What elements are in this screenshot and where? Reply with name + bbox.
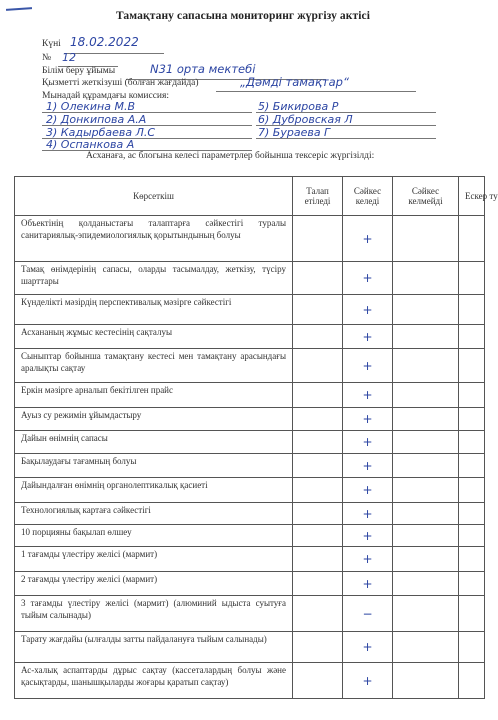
table-row xyxy=(15,547,485,572)
note-cell xyxy=(459,663,485,699)
note-cell xyxy=(459,408,485,431)
provider-label: Қызметті жеткізуші (болған жағдайда) xyxy=(42,78,199,88)
noncompliant-cell xyxy=(393,325,459,349)
number-value: 12 xyxy=(62,51,76,64)
required-cell xyxy=(293,632,343,663)
inspection-table xyxy=(14,176,498,699)
document-title: Тамақтану сапасына мониторинг жүргізу актісі xyxy=(115,10,371,22)
table-row xyxy=(15,454,485,478)
intro-text: Асханаға, ас блогына келесі параметрлер бойынша тексеріс жүргізілді: xyxy=(86,151,375,161)
check-mark: + xyxy=(362,673,373,688)
date-label: Күні xyxy=(42,39,61,49)
note-cell xyxy=(459,325,485,349)
compliant-cell xyxy=(343,632,393,663)
check-mark: + xyxy=(362,358,373,373)
required-cell xyxy=(293,503,343,525)
noncompliant-cell xyxy=(393,262,459,295)
table-row xyxy=(15,295,485,325)
criterion-cell: 3 тағамды үлестіру желісі (мармит) (алюминий ыдыста суытуға тыйым салынады) xyxy=(15,596,293,632)
check-mark: + xyxy=(362,640,373,654)
criterion-cell: 10 порцияны бақылап өлшеу xyxy=(15,525,293,547)
criterion-cell: Ас-халық аспаптарды дұрыс сақтау (кассеталардың болуы және қасықтарды, шанышқыларды жоғары қаратып сақтау) xyxy=(15,663,293,699)
school-value: N31 орта мектебі xyxy=(150,62,256,76)
required-cell xyxy=(293,525,343,547)
table-row xyxy=(15,408,485,431)
noncompliant-cell xyxy=(393,478,459,503)
note-cell xyxy=(459,383,485,408)
compliant-cell xyxy=(343,572,393,596)
check-mark: + xyxy=(362,329,373,344)
check-mark: + xyxy=(362,435,373,449)
criterion-cell: Тамақ өнімдерінің сапасы, оларды тасымалдау, жеткізу, түсіру шарттары xyxy=(15,262,293,295)
note-cell xyxy=(459,478,485,503)
header-note: Ескер ту xyxy=(459,177,485,216)
compliant-cell xyxy=(343,216,393,262)
provider-value: „Дәмді тамақтар“ xyxy=(240,75,349,89)
noncompliant-cell xyxy=(393,596,459,632)
commission-member-7: 7) Бураева Г xyxy=(258,126,331,139)
noncompliant-cell xyxy=(393,383,459,408)
header-compliant: Сәйкес келеді xyxy=(343,177,393,216)
noncompliant-cell xyxy=(393,572,459,596)
note-cell xyxy=(459,503,485,525)
check-mark: + xyxy=(362,506,373,521)
required-cell xyxy=(293,478,343,503)
compliant-cell xyxy=(343,547,393,572)
required-cell xyxy=(293,408,343,431)
noncompliant-cell xyxy=(393,408,459,431)
criterion-cell: Ауыз су режимін ұйымдастыру xyxy=(15,408,293,431)
required-cell xyxy=(293,325,343,349)
header-required: Талап етіледі xyxy=(293,177,343,216)
table-header-row xyxy=(15,177,485,216)
check-mark: + xyxy=(362,412,373,426)
table-row xyxy=(15,216,485,262)
note-cell xyxy=(459,431,485,454)
compliant-cell xyxy=(343,478,393,503)
compliant-cell xyxy=(343,454,393,478)
required-cell xyxy=(293,547,343,572)
noncompliant-cell xyxy=(393,295,459,325)
required-cell xyxy=(293,431,343,454)
commission-label: Мынадай құрамдағы комиссия: xyxy=(42,91,170,101)
required-cell xyxy=(293,295,343,325)
table-row xyxy=(15,525,485,547)
check-mark: + xyxy=(362,231,373,246)
header-criterion: Көрсеткіш xyxy=(15,177,293,216)
note-cell xyxy=(459,547,485,572)
criterion-cell: Технологиялық картаға сәйкестігі xyxy=(15,503,293,525)
note-cell xyxy=(459,216,485,262)
noncompliant-cell xyxy=(393,525,459,547)
compliant-cell xyxy=(343,596,393,632)
table-row xyxy=(15,431,485,454)
criterion-cell: 2 тағамды үлестіру желісі (мармит) xyxy=(15,572,293,596)
check-mark: + xyxy=(362,458,373,473)
criterion-cell: Объектінің қолданыстағы талаптарға сәйкестігі туралы санитариялық-эпидемиологиялық қорытындының болуы xyxy=(15,216,293,262)
check-mark: + xyxy=(362,271,373,285)
compliant-cell xyxy=(343,663,393,699)
note-cell xyxy=(459,572,485,596)
table-row xyxy=(15,503,485,525)
noncompliant-cell xyxy=(393,663,459,699)
commission-member-5: 5) Бикирова Р xyxy=(258,100,339,113)
check-mark: − xyxy=(362,606,373,621)
compliant-cell xyxy=(343,503,393,525)
date-value: 18.02.2022 xyxy=(70,35,139,49)
compliant-cell xyxy=(343,408,393,431)
noncompliant-cell xyxy=(393,547,459,572)
required-cell xyxy=(293,454,343,478)
provider-underline xyxy=(216,91,416,92)
required-cell xyxy=(293,663,343,699)
check-mark: + xyxy=(362,302,373,317)
criterion-cell: Сыныптар бойынша тамақтану кестесі мен тамақтану арасындағы аралықты сақтау xyxy=(15,349,293,383)
noncompliant-cell xyxy=(393,216,459,262)
criterion-cell: Күнделікті мәзірдің перспективалық мәзірге сәйкестігі xyxy=(15,295,293,325)
table-row xyxy=(15,663,485,699)
criterion-cell: Еркін мәзірге арналып бекітілген прайс xyxy=(15,383,293,408)
note-cell xyxy=(459,349,485,383)
required-cell xyxy=(293,216,343,262)
compliant-cell xyxy=(343,295,393,325)
table-row xyxy=(15,325,485,349)
note-cell xyxy=(459,454,485,478)
commission-member-2: 2) Донкипова А.А xyxy=(46,113,147,126)
number-label: № xyxy=(42,53,52,63)
note-cell xyxy=(459,525,485,547)
table-row xyxy=(15,632,485,663)
criterion-cell: Дайындалған өнімнің органолептикалық қасиеті xyxy=(15,478,293,503)
check-mark: + xyxy=(362,552,373,566)
table-row xyxy=(15,349,485,383)
note-cell xyxy=(459,295,485,325)
table-row xyxy=(15,262,485,295)
check-mark: + xyxy=(362,528,373,543)
note-cell xyxy=(459,632,485,663)
table-row xyxy=(15,572,485,596)
check-mark: + xyxy=(362,388,373,402)
compliant-cell xyxy=(343,349,393,383)
criterion-cell: Бақылаудағы тағамның болуы xyxy=(15,454,293,478)
criterion-cell: 1 тағамды үлестіру желісі (мармит) xyxy=(15,547,293,572)
noncompliant-cell xyxy=(393,431,459,454)
header-noncompliant: Сәйкес келмейді xyxy=(393,177,459,216)
date-underline xyxy=(64,53,164,54)
commission-member-6: 6) Дубровская Л xyxy=(258,113,353,126)
compliant-cell xyxy=(343,383,393,408)
note-cell xyxy=(459,262,485,295)
table-row xyxy=(15,596,485,632)
commission-member-1: 1) Олекина М.В xyxy=(46,100,135,113)
required-cell xyxy=(293,572,343,596)
required-cell xyxy=(293,262,343,295)
compliant-cell xyxy=(343,325,393,349)
note-cell xyxy=(459,596,485,632)
required-cell xyxy=(293,349,343,383)
criterion-cell: Дайын өнімнің сапасы xyxy=(15,431,293,454)
school-label: Білім беру ұйымы xyxy=(42,66,116,76)
noncompliant-cell xyxy=(393,454,459,478)
table-row xyxy=(15,478,485,503)
compliant-cell xyxy=(343,525,393,547)
compliant-cell xyxy=(343,431,393,454)
compliant-cell xyxy=(343,262,393,295)
commission-member-3: 3) Кадырбаева Л.С xyxy=(46,126,156,139)
noncompliant-cell xyxy=(393,503,459,525)
criterion-cell: Асхананың жұмыс кестесінің сақталуы xyxy=(15,325,293,349)
required-cell xyxy=(293,383,343,408)
commission-member-4: 4) Оспанкова А xyxy=(46,138,135,151)
check-mark: + xyxy=(362,483,373,497)
table-row xyxy=(15,383,485,408)
criterion-cell: Тарату жағдайы (ылғалды затты пайдалануға тыйым салынады) xyxy=(15,632,293,663)
noncompliant-cell xyxy=(393,632,459,663)
check-mark: + xyxy=(362,576,373,591)
noncompliant-cell xyxy=(393,349,459,383)
required-cell xyxy=(293,596,343,632)
